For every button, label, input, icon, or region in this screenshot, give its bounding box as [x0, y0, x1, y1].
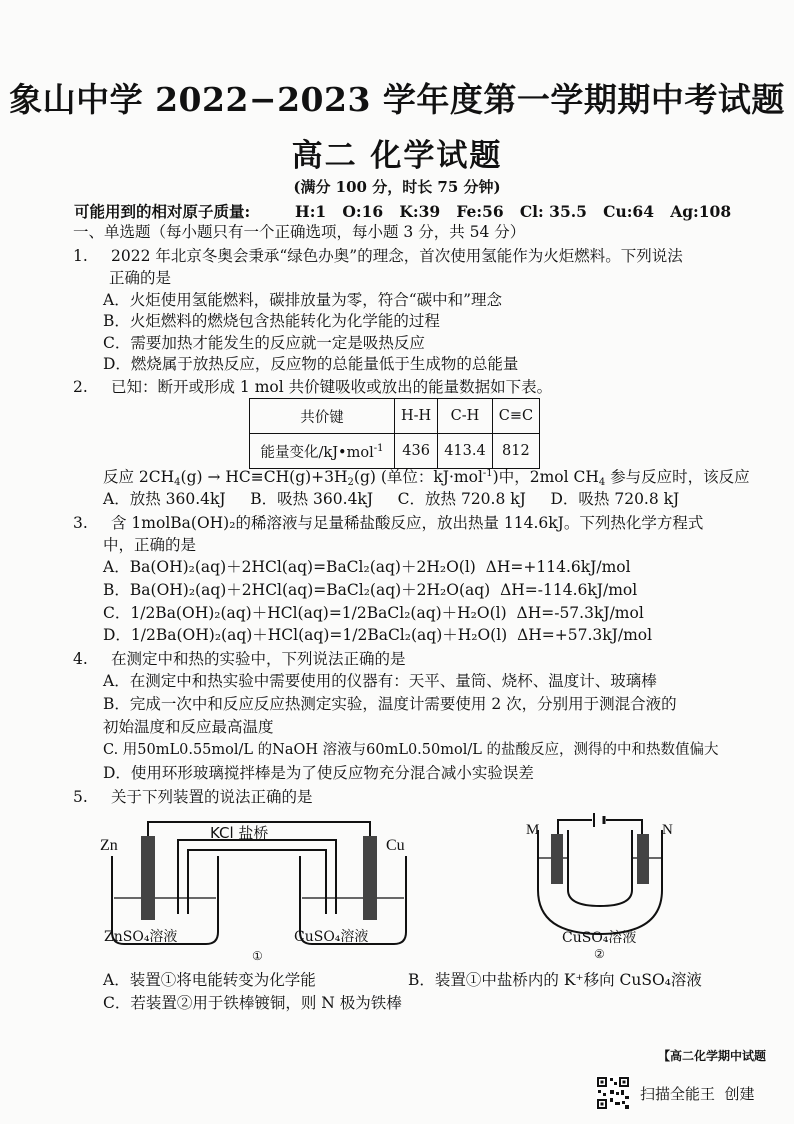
reaction-part: 参与反应时，该反应 — [605, 468, 750, 486]
q2-options: A．放热 360.4kJ B．吸热 360.4kJ C．放热 720.8 kJ D．吸热 720.8 kJ — [103, 490, 680, 508]
scanner-watermark: 扫描全能王 创建 — [640, 1085, 755, 1103]
exam-title: 象山中学 2022−2023 学年度第一学期期中考试题 — [9, 80, 785, 119]
table-cell: C≡C — [492, 399, 539, 434]
q5-stem — [73, 787, 313, 807]
q1-stem-line2: 正确的是 — [109, 269, 172, 287]
table-cell: 812 — [492, 434, 539, 469]
atomic-mass-label: 可能用到的相对原子质量: — [74, 202, 251, 221]
q5-option-b: B．装置①中盐桥内的 K⁺移向 CuSO₄溶液 — [408, 971, 702, 989]
q1-option-a: A．火炬使用氢能燃料，碳排放量为零，符合“碳中和”理念 — [103, 291, 503, 309]
n-electrode — [637, 834, 649, 884]
figure-galvanic-cell — [98, 814, 420, 964]
subscript: 2 — [347, 477, 354, 488]
q4-stem-text: 在测定中和热的实验中，下列说法正确的是 — [111, 650, 406, 668]
table-cell: 436 — [395, 434, 438, 469]
atomic-mass-values: H:1 O:16 K:39 Fe:56 Cl: 35.5 Cu:64 Ag:108 — [295, 202, 732, 221]
q3-stem-line2: 中，正确的是 — [103, 536, 197, 554]
figure-u-tube-cell — [524, 810, 684, 960]
salt-bridge-label: KCl 盐桥 — [210, 824, 269, 842]
superscript: -1 — [482, 468, 493, 479]
table-cell: 413.4 — [438, 434, 493, 469]
unit-superscript: -1 — [373, 442, 384, 454]
zn-label: Zn — [100, 837, 118, 854]
q4-stem — [73, 649, 406, 669]
atomic-mass-line — [74, 202, 731, 222]
figure-2-label: ② — [594, 947, 605, 960]
figure-1-label: ① — [252, 949, 263, 963]
u-tube-inner — [568, 830, 632, 906]
q5-option-a: A．装置①将电能转变为化学能 — [103, 971, 316, 989]
q2-reaction — [103, 467, 750, 487]
bond-energy-table — [249, 398, 540, 469]
energy-change-label: 能量变化/kJ•mol — [260, 444, 374, 461]
q2-number: 2. — [73, 378, 88, 396]
q1-option-c: C．需要加热才能发生的反应就一定是吸热反应 — [103, 334, 425, 352]
table-cell: H-H — [395, 399, 438, 434]
reaction-part: 反应 2CH — [103, 468, 175, 486]
cu-electrode — [363, 836, 377, 920]
n-label: N — [662, 822, 673, 838]
reaction-part: )中，2mol CH — [492, 468, 599, 486]
table-cell: C-H — [438, 399, 493, 434]
exam-subtitle: 高二 化学试题 — [291, 138, 503, 174]
salt-bridge-inner — [188, 850, 326, 914]
left-solution-label: ZnSO₄溶液 — [104, 929, 178, 945]
salt-bridge-outer — [178, 840, 336, 914]
subscript: 4 — [174, 477, 181, 488]
q4-option-a: A．在测定中和热实验中需要使用的仪器有：天平、量筒、烧杯、温度计、玻璃棒 — [103, 672, 657, 690]
q3-option-d: D．1/2Ba(OH)₂(aq)＋HCl(aq)=1/2BaCl₂(aq)＋H₂O(l) ΔH=+57.3kJ/mol — [103, 626, 653, 644]
q4-option-d: D．使用环形玻璃搅拌棒是为了使反应物充分混合减小实验误差 — [103, 764, 534, 782]
q2-stem-text: 已知：断开或形成 1 mol 共价键吸收或放出的能量数据如下表。 — [111, 378, 553, 396]
q3-option-c: C．1/2Ba(OH)₂(aq)＋HCl(aq)=1/2BaCl₂(aq)＋H₂O(l) ΔH=-57.3kJ/mol — [103, 604, 644, 622]
q3-stem-line1: 含 1molBa(OH)₂的稀溶液与足量稀盐酸反应，放出热量 114.6kJ。下列热化学方程式 — [111, 514, 704, 532]
q5-stem-text: 关于下列装置的说法正确的是 — [111, 788, 313, 806]
m-label: M — [526, 822, 540, 838]
q4-option-b-line2: 初始温度和反应最高温度 — [103, 718, 274, 736]
table-row — [250, 434, 540, 469]
right-solution-label: CuSO₄溶液 — [294, 929, 369, 945]
q1-number: 1. — [73, 247, 88, 265]
subscript: 4 — [598, 477, 606, 488]
zn-electrode — [141, 836, 155, 920]
cu-label: Cu — [386, 837, 405, 854]
q1-stem — [73, 246, 683, 266]
table-row — [250, 399, 540, 434]
q1-option-d: D．燃烧属于放热反应，反应物的总能量低于生成物的总能量 — [103, 355, 519, 373]
solution-label: CuSO₄溶液 — [562, 930, 637, 946]
footer-exam-tag: 【高二化学期中试题 — [657, 1049, 766, 1063]
reaction-part: (g) → HC≡CH(g)+3H — [180, 468, 348, 486]
section-1-heading: 一、单选题（每小题只有一个正确选项，每小题 3 分，共 54 分） — [73, 223, 526, 241]
q5-option-c: C．若装置②用于铁棒镀铜，则 N 极为铁棒 — [103, 994, 402, 1012]
q2-stem — [73, 377, 552, 397]
q3-number: 3. — [73, 514, 88, 532]
table-cell: 共价键 — [250, 399, 395, 434]
table-cell — [250, 434, 395, 469]
exam-note: (满分 100 分，时长 75 分钟) — [293, 178, 501, 196]
q4-number: 4. — [73, 650, 88, 668]
q4-option-b-line1: B．完成一次中和反应反应热测定实验，温度计需要使用 2 次，分别用于测混合液的 — [103, 695, 677, 713]
q1-option-b: B．火炬燃料的燃烧包含热能转化为化学能的过程 — [103, 312, 440, 330]
m-electrode — [551, 834, 563, 884]
wire — [558, 820, 642, 840]
q4-option-c: C. 用50mL0.55mol/L 的NaOH 溶液与60mL0.50mol/L 的盐酸反应，测得的中和热数值偏大 — [103, 742, 719, 758]
qr-code-icon — [596, 1076, 630, 1110]
reaction-part: (g) (单位：kJ·mol — [353, 468, 483, 486]
q3-stem — [73, 513, 703, 533]
q3-option-a: A．Ba(OH)₂(aq)＋2HCl(aq)=BaCl₂(aq)＋2H₂O(l) ΔH=+114.6kJ/mol — [103, 558, 631, 576]
q3-option-b: B．Ba(OH)₂(aq)＋2HCl(aq)=BaCl₂(aq)＋2H₂O(aq) ΔH=-114.6kJ/mol — [103, 581, 638, 599]
q5-number: 5. — [73, 788, 88, 806]
q1-stem-line1: 2022 年北京冬奥会秉承“绿色办奥”的理念，首次使用氢能作为火炬燃料。下列说法 — [111, 247, 683, 265]
